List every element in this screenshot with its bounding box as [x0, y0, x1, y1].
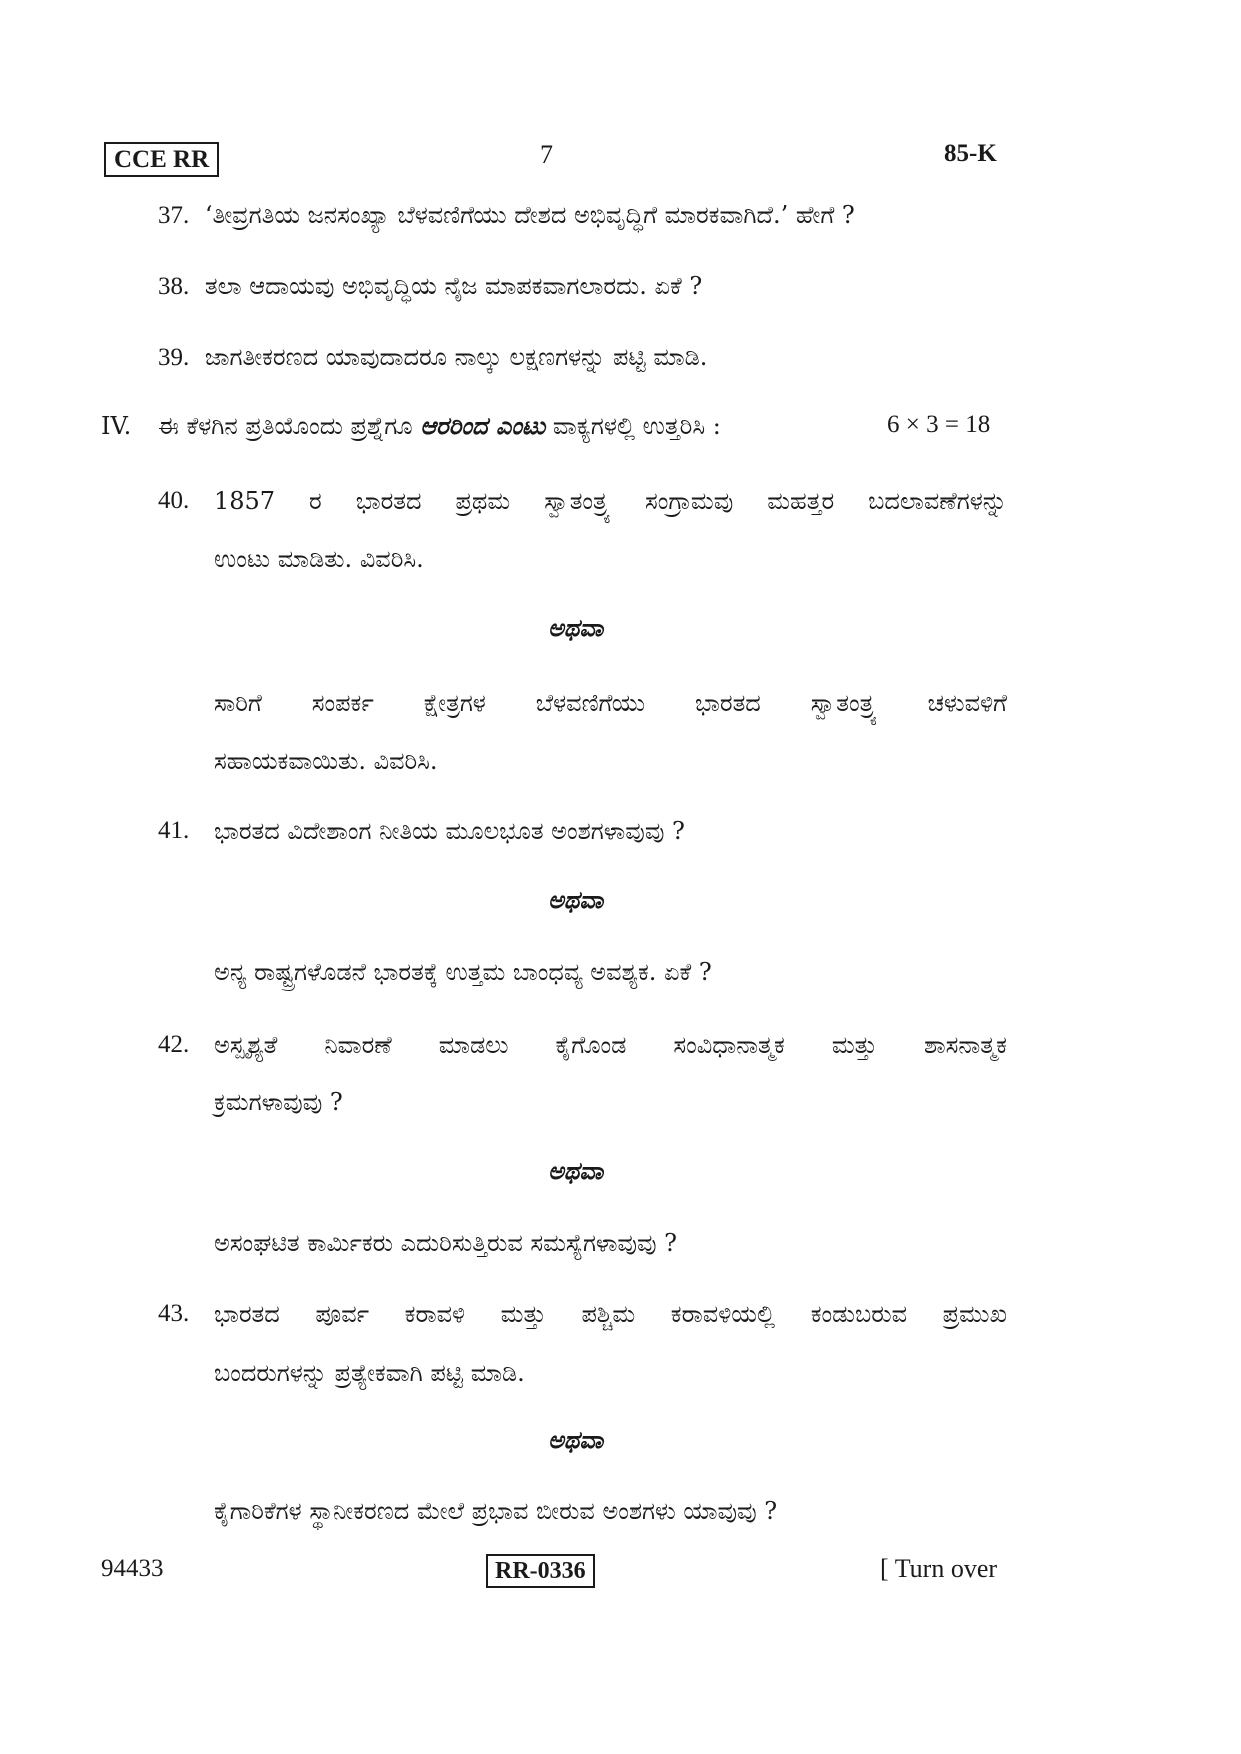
question-42-line2: ಕ್ರಮಗಳಾವುವು ?: [214, 1088, 343, 1116]
instruction-part: ವಾಕ್ಯಗಳಲ್ಲಿ ಉತ್ತರಿಸಿ :: [545, 412, 721, 440]
question-41-line1: ಭಾರತದ ವಿದೇಶಾಂಗ ನೀತಿಯ ಮೂಲಭೂತ ಅಂಶಗಳಾವುವು ?: [214, 817, 685, 845]
footer-code-box: RR-0336: [486, 1554, 595, 1588]
question-40-line2: ಉಂಟು ಮಾಡಿತು. ವಿವರಿಸಿ.: [214, 545, 424, 573]
question-43-line2: ಬಂದರುಗಳನ್ನು ಪ್ರತ್ಯೇಕವಾಗಿ ಪಟ್ಟಿ ಮಾಡಿ.: [214, 1359, 525, 1387]
section-roman: IV.: [101, 412, 132, 440]
question-number: 43.: [158, 1300, 190, 1327]
page-number: 7: [540, 140, 553, 169]
question-40-line1: 1857 ರ ಭಾರತದ ಪ್ರಥಮ ಸ್ವಾತಂತ್ರ್ಯ ಸಂಗ್ರಾಮವು ಮಹತ್ತರ ಬದಲಾವಣೆಗಳನ್ನು: [214, 487, 1007, 515]
question-42-line1: ಅಸ್ಪೃಶ್ಯತೆ ನಿವಾರಣೆ ಮಾಡಲು ಕೈಗೊಂಡ ಸಂವಿಧಾನಾತ್ಮಕ ಮತ್ತು ಶಾಸನಾತ್ಮಕ: [214, 1031, 1007, 1059]
question-number: 38.: [158, 273, 190, 300]
instruction-part: ಈ ಕೆಳಗಿನ ಪ್ರತಿಯೊಂದು ಪ್ರಶ್ನೆಗೂ: [158, 412, 421, 440]
or-separator: ಅಥವಾ: [548, 1156, 604, 1185]
question-40-alt-line1: ಸಾರಿಗೆ ಸಂಪರ್ಕ ಕ್ಷೇತ್ರಗಳ ಬೆಳವಣಿಗೆಯು ಭಾರತದ ಸ್ವಾತಂತ್ರ್ಯ ಚಳುವಳಿಗೆ: [214, 689, 1007, 717]
paper-code-box: CCE RR: [104, 142, 219, 177]
section-instruction: [158, 411, 721, 441]
question-43-line1: ಭಾರತದ ಪೂರ್ವ ಕರಾವಳಿ ಮತ್ತು ಪಶ್ಚಿಮ ಕರಾವಳಿಯಲ್ಲಿ ಕಂಡುಬರುವ ಪ್ರಮುಖ: [214, 1300, 1007, 1328]
turn-over-label: [ Turn over: [880, 1554, 998, 1583]
question-41-alt-line1: ಅನ್ಯ ರಾಷ್ಟ್ರಗಳೊಡನೆ ಭಾರತಕ್ಕೆ ಉತ್ತಮ ಬಾಂಧವ್ಯ ಅವಶ್ಯಕ. ಏಕೆ ?: [214, 958, 712, 986]
footer-code: 94433: [101, 1555, 164, 1582]
or-separator: ಅಥವಾ: [548, 613, 604, 642]
question-40-alt-line2: ಸಹಾಯಕವಾಯಿತು. ವಿವರಿಸಿ.: [214, 747, 438, 775]
question-43-alt-line1: ಕೈಗಾರಿಕೆಗಳ ಸ್ಥಾನೀಕರಣದ ಮೇಲೆ ಪ್ರಭಾವ ಬೀರುವ ಅಂಶಗಳು ಯಾವುವು ?: [214, 1497, 778, 1525]
question-number: 42.: [158, 1031, 190, 1058]
question-text: ತಲಾ ಆದಾಯವು ಅಭಿವೃದ್ಧಿಯ ನೈಜ ಮಾಪಕವಾಗಲಾರದು. ಏಕೆ ?: [204, 272, 703, 300]
paper-code-right: 85-K: [944, 140, 997, 167]
question-number: 39.: [158, 344, 190, 371]
question-number: 37.: [158, 202, 190, 229]
instruction-bold: ಆರರಿಂದ ಎಂಟು: [420, 411, 546, 440]
question-39: [158, 342, 707, 373]
question-number: 41.: [158, 817, 190, 844]
question-number: 40.: [158, 487, 190, 514]
section-marks: 6 × 3 = 18: [887, 411, 991, 438]
question-37: [158, 200, 855, 231]
question-text: ‘ತೀವ್ರಗತಿಯ ಜನಸಂಖ್ಯಾ ಬೆಳವಣಿಗೆಯು ದೇಶದ ಅಭಿವೃದ್ಧಿಗೆ ಮಾರಕವಾಗಿದೆ.’ ಹೇಗೆ ?: [204, 201, 855, 229]
question-38: [158, 271, 702, 302]
question-42-alt-line1: ಅಸಂಘಟಿತ ಕಾರ್ಮಿಕರು ಎದುರಿಸುತ್ತಿರುವ ಸಮಸ್ಯೆಗಳಾವುವು ?: [214, 1229, 678, 1257]
or-separator: ಅಥವಾ: [548, 1425, 604, 1454]
or-separator: ಅಥವಾ: [548, 885, 604, 914]
question-text: ಜಾಗತೀಕರಣದ ಯಾವುದಾದರೂ ನಾಲ್ಕು ಲಕ್ಷಣಗಳನ್ನು ಪಟ್ಟಿ ಮಾಡಿ.: [204, 343, 708, 371]
